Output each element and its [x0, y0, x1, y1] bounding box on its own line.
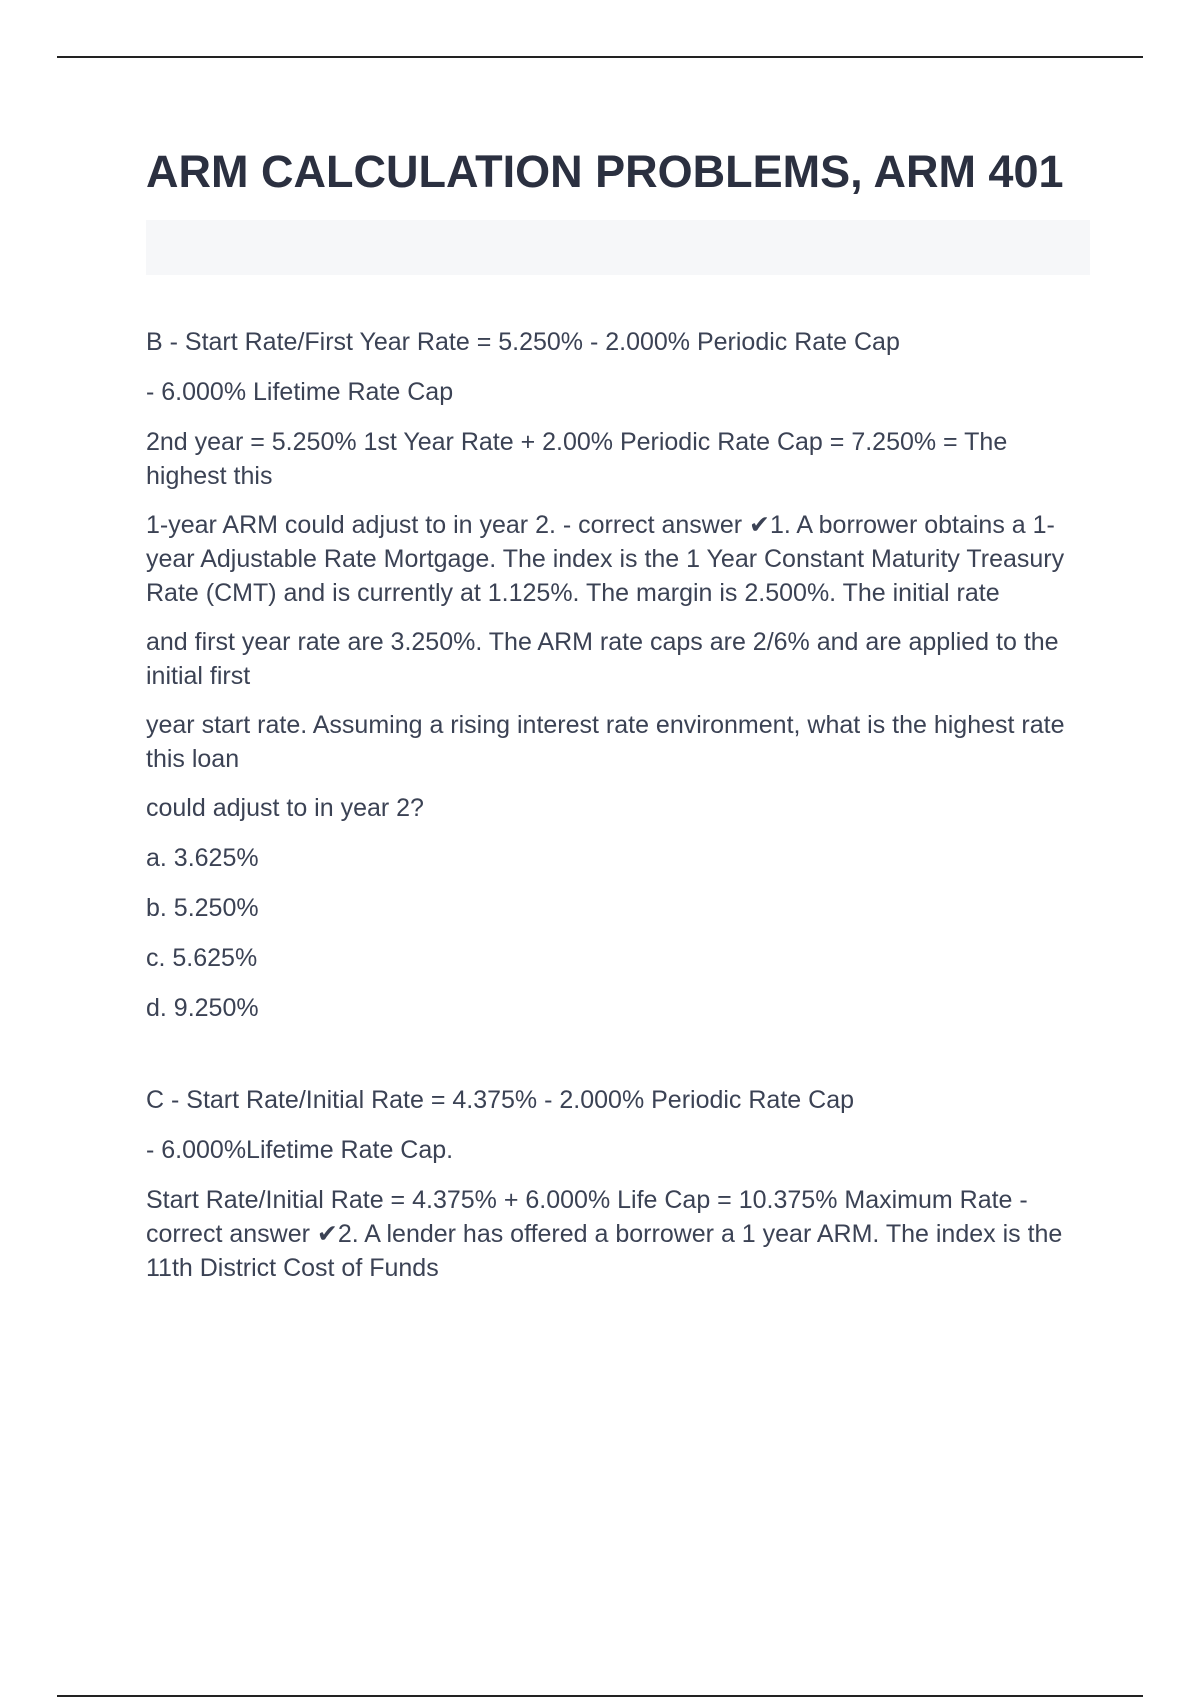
- paragraph: B - Start Rate/First Year Rate = 5.250% - 2.000% Periodic Rate Cap: [146, 328, 900, 356]
- paragraph: and first year rate are 3.250%. The ARM rate caps are 2/6% and are applied to the initial first: [146, 628, 1059, 690]
- answer-option-b: b. 5.250%: [146, 894, 259, 922]
- question-block-2: [146, 1083, 1090, 1285]
- answer-option-d: d. 9.250%: [146, 994, 259, 1022]
- answer-option-c: c. 5.625%: [146, 944, 258, 972]
- top-rule: [57, 56, 1143, 58]
- title-band: [146, 220, 1090, 275]
- paragraph: could adjust to in year 2?: [146, 794, 424, 822]
- document-title: ARM CALCULATION PROBLEMS, ARM 401: [146, 146, 1064, 197]
- paragraph: year start rate. Assuming a rising interest rate environment, what is the highest rate this loan: [146, 711, 1065, 773]
- paragraph: - 6.000%Lifetime Rate Cap.: [146, 1136, 454, 1164]
- paragraph: Start Rate/Initial Rate = 4.375% + 6.000% Life Cap = 10.375% Maximum Rate - correct answer ✔2. A lender has offered a borrower a 1 year ARM. The index is the 11th District Cost of Funds: [146, 1186, 1063, 1282]
- paragraph: 1-year ARM could adjust to in year 2. - correct answer ✔1. A borrower obtains a 1-year Adjustable Rate Mortgage. The index is the 1 Year Constant Maturity Treasury Rate (CMT) and is currently at 1.125%. The margin is 2.500%. The initial rate: [146, 511, 1065, 607]
- paragraph: C - Start Rate/Initial Rate = 4.375% - 2.000% Periodic Rate Cap: [146, 1086, 854, 1114]
- bottom-rule: [57, 1695, 1143, 1697]
- answer-option-a: a. 3.625%: [146, 844, 259, 872]
- paragraph: - 6.000% Lifetime Rate Cap: [146, 378, 454, 406]
- paragraph: 2nd year = 5.250% 1st Year Rate + 2.00% Periodic Rate Cap = 7.250% = The highest this: [146, 428, 1008, 490]
- document-body: [146, 144, 1090, 1300]
- question-block-1: [146, 325, 1090, 1025]
